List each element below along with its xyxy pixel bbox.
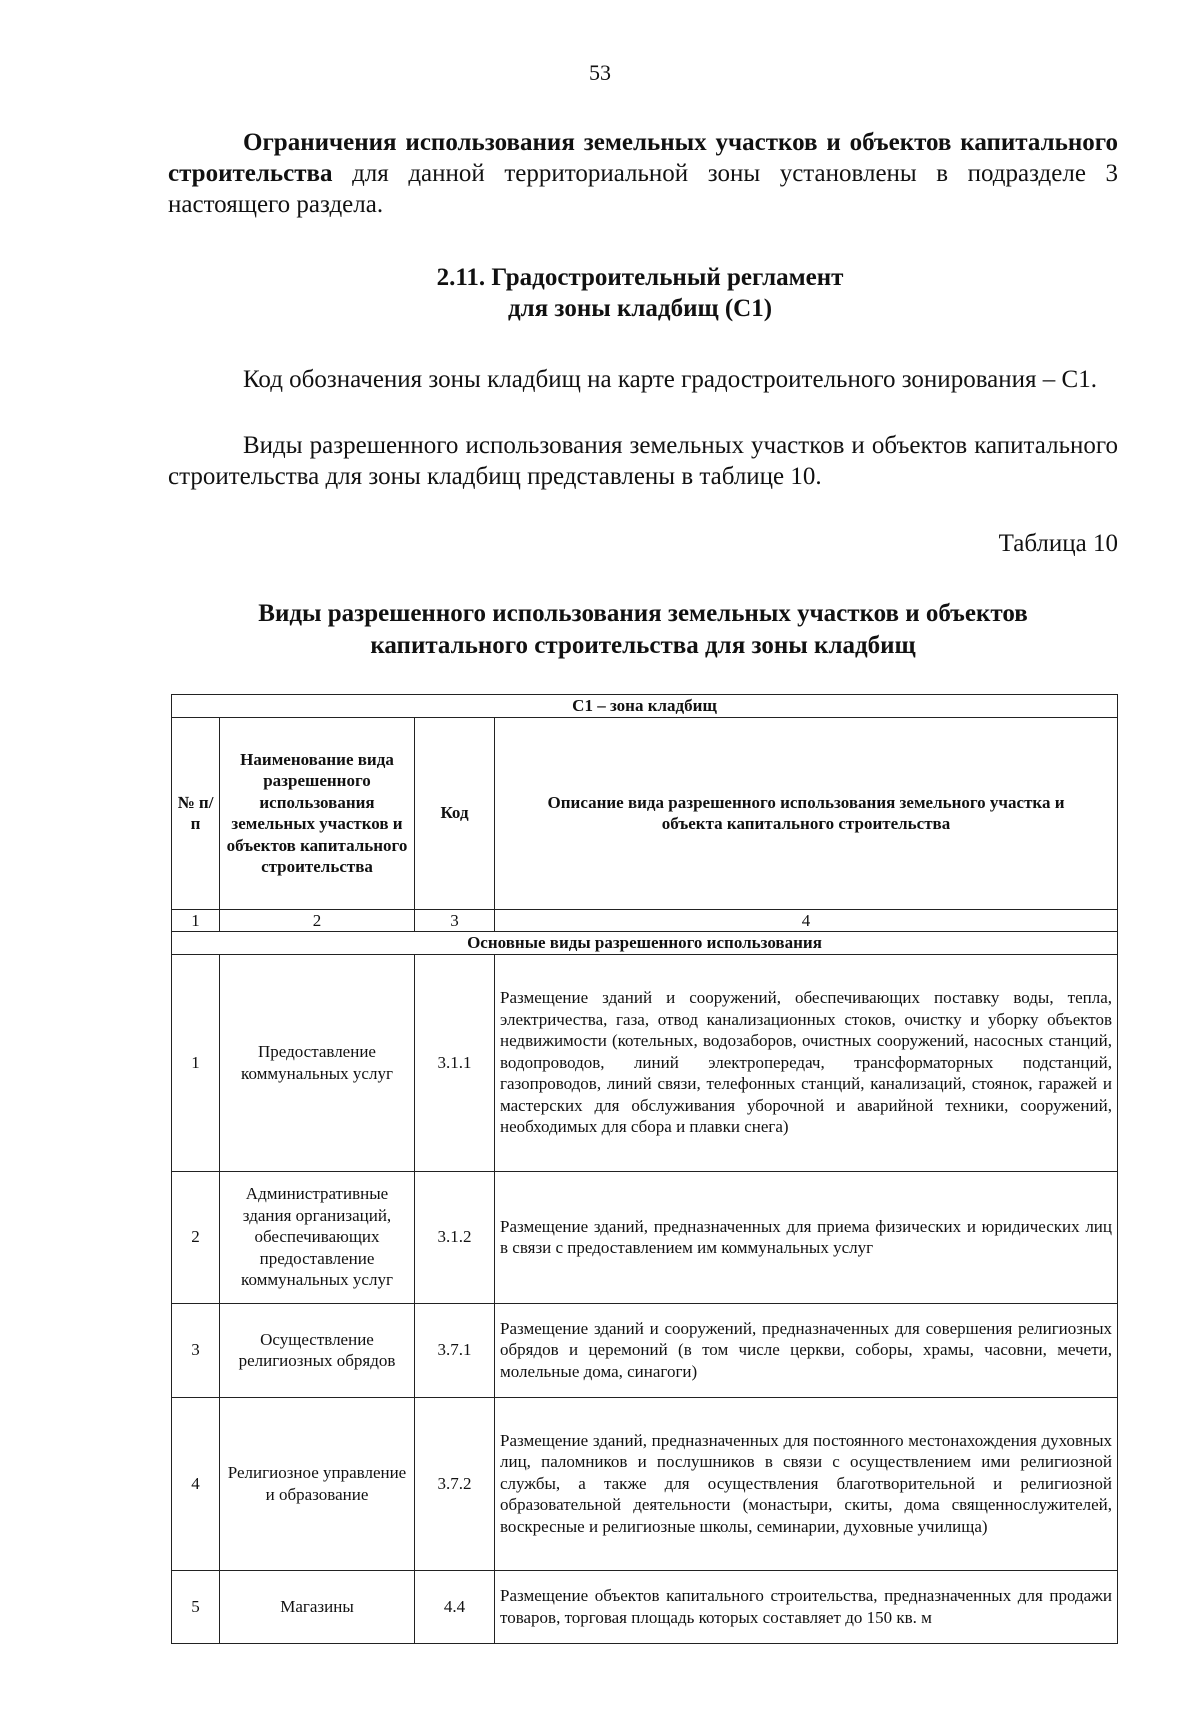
permitted-use-table xyxy=(171,694,1118,1644)
col-number-3: 3 xyxy=(415,909,495,932)
section-heading-line1: 2.11. Градостроительный регламент xyxy=(436,264,844,291)
row-description: Размещение объектов капитального строительства, предназначенных для продажи товаров, торговая площадь которых составляет до 150 кв. м xyxy=(495,1570,1118,1643)
row-code: 4.4 xyxy=(415,1570,495,1643)
header-description: Описание вида разрешенного использования земельного участка и объекта капитального строительства xyxy=(495,717,1118,909)
header-code: Код xyxy=(415,717,495,909)
row-code: 3.7.1 xyxy=(415,1303,495,1397)
table-label: Таблица 10 xyxy=(998,530,1118,557)
row-num: 2 xyxy=(172,1171,220,1303)
row-name: Осуществление религиозных обрядов xyxy=(220,1303,415,1397)
table-title-line1: Виды разрешенного использования земельных участков и объектов xyxy=(258,600,1028,627)
table-title-line2: капитального строительства для зоны кладбищ xyxy=(370,632,916,659)
row-description: Размещение зданий, предназначенных для приема физических и юридических лиц в связи с предоставлением им коммунальных услуг xyxy=(495,1171,1118,1303)
header-num: № п/п xyxy=(172,717,220,909)
row-code: 3.7.2 xyxy=(415,1397,495,1570)
section-heading-line2: для зоны кладбищ (С1) xyxy=(507,295,773,322)
row-name: Религиозное управление и образование xyxy=(220,1397,415,1570)
row-name: Предоставление коммунальных услуг xyxy=(220,954,415,1171)
row-code: 3.1.1 xyxy=(415,954,495,1171)
section-header-row: Основные виды разрешенного использования xyxy=(172,932,1118,955)
table-title xyxy=(168,598,1118,662)
col-number-2: 2 xyxy=(220,909,415,932)
page-number: 53 xyxy=(589,60,611,85)
table-row xyxy=(172,954,1118,1171)
table-row xyxy=(172,1303,1118,1397)
row-description: Размещение зданий и сооружений, предназначенных для совершения религиозных обрядов и церемоний (в том числе церкви, соборы, храмы, часовни, мечети, молельные дома, синагоги) xyxy=(495,1303,1118,1397)
intro-bold-text: Ограничения использования земельных участков и объектов капитального строительства xyxy=(168,129,1118,187)
zone-header: С1 – зона кладбищ xyxy=(172,695,1118,718)
table-row xyxy=(172,1397,1118,1570)
row-name: Административные здания организаций, обеспечивающих предоставление коммунальных услуг xyxy=(220,1171,415,1303)
row-num: 4 xyxy=(172,1397,220,1570)
col-number-1: 1 xyxy=(172,909,220,932)
row-name: Магазины xyxy=(220,1570,415,1643)
permitted-use-paragraph: Виды разрешенного использования земельных участков и объектов капитального строительства для зоны кладбищ представлены в таблице 10. xyxy=(168,432,1118,490)
section-heading xyxy=(0,262,1200,324)
row-num: 1 xyxy=(172,954,220,1171)
zone-code-paragraph: Код обозначения зоны кладбищ на карте градостроительного зонирования – С1. xyxy=(243,366,1097,393)
header-name: Наименование вида разрешенного использования земельных участков и объектов капитального строительства xyxy=(220,717,415,909)
col-number-4: 4 xyxy=(495,909,1118,932)
row-description: Размещение зданий и сооружений, обеспечивающих поставку воды, тепла, электричества, газа, отвод канализационных стоков, очистку и уборку объектов недвижимости (котельных, водозаборов, очистных сооружений, насосных станций, водопроводов, линий электропередач, трансформаторных подстанций, газопроводов, линий связи, телефонных станций, канализаций, стоянок, гаражей и мастерских для обслуживания уборочной и аварийной техники, сооружений, необходимых для сбора и плавки снега) xyxy=(495,954,1118,1171)
row-description: Размещение зданий, предназначенных для постоянного местонахождения духовных лиц, паломников и послушников в связи с осуществлением ими религиозной службы, а также для осуществления благотворительной и религиозной образовательной деятельности (монастыри, скиты, дома священнослужителей, воскресные и религиозные школы, семинарии, духовные училища) xyxy=(495,1397,1118,1570)
intro-rest-text: для данной территориальной зоны установлены в подразделе 3 настоящего раздела. xyxy=(168,160,1118,218)
intro-paragraph xyxy=(168,127,1118,220)
row-num: 5 xyxy=(172,1570,220,1643)
row-num: 3 xyxy=(172,1303,220,1397)
table-row xyxy=(172,1570,1118,1643)
table-row xyxy=(172,1171,1118,1303)
row-code: 3.1.2 xyxy=(415,1171,495,1303)
